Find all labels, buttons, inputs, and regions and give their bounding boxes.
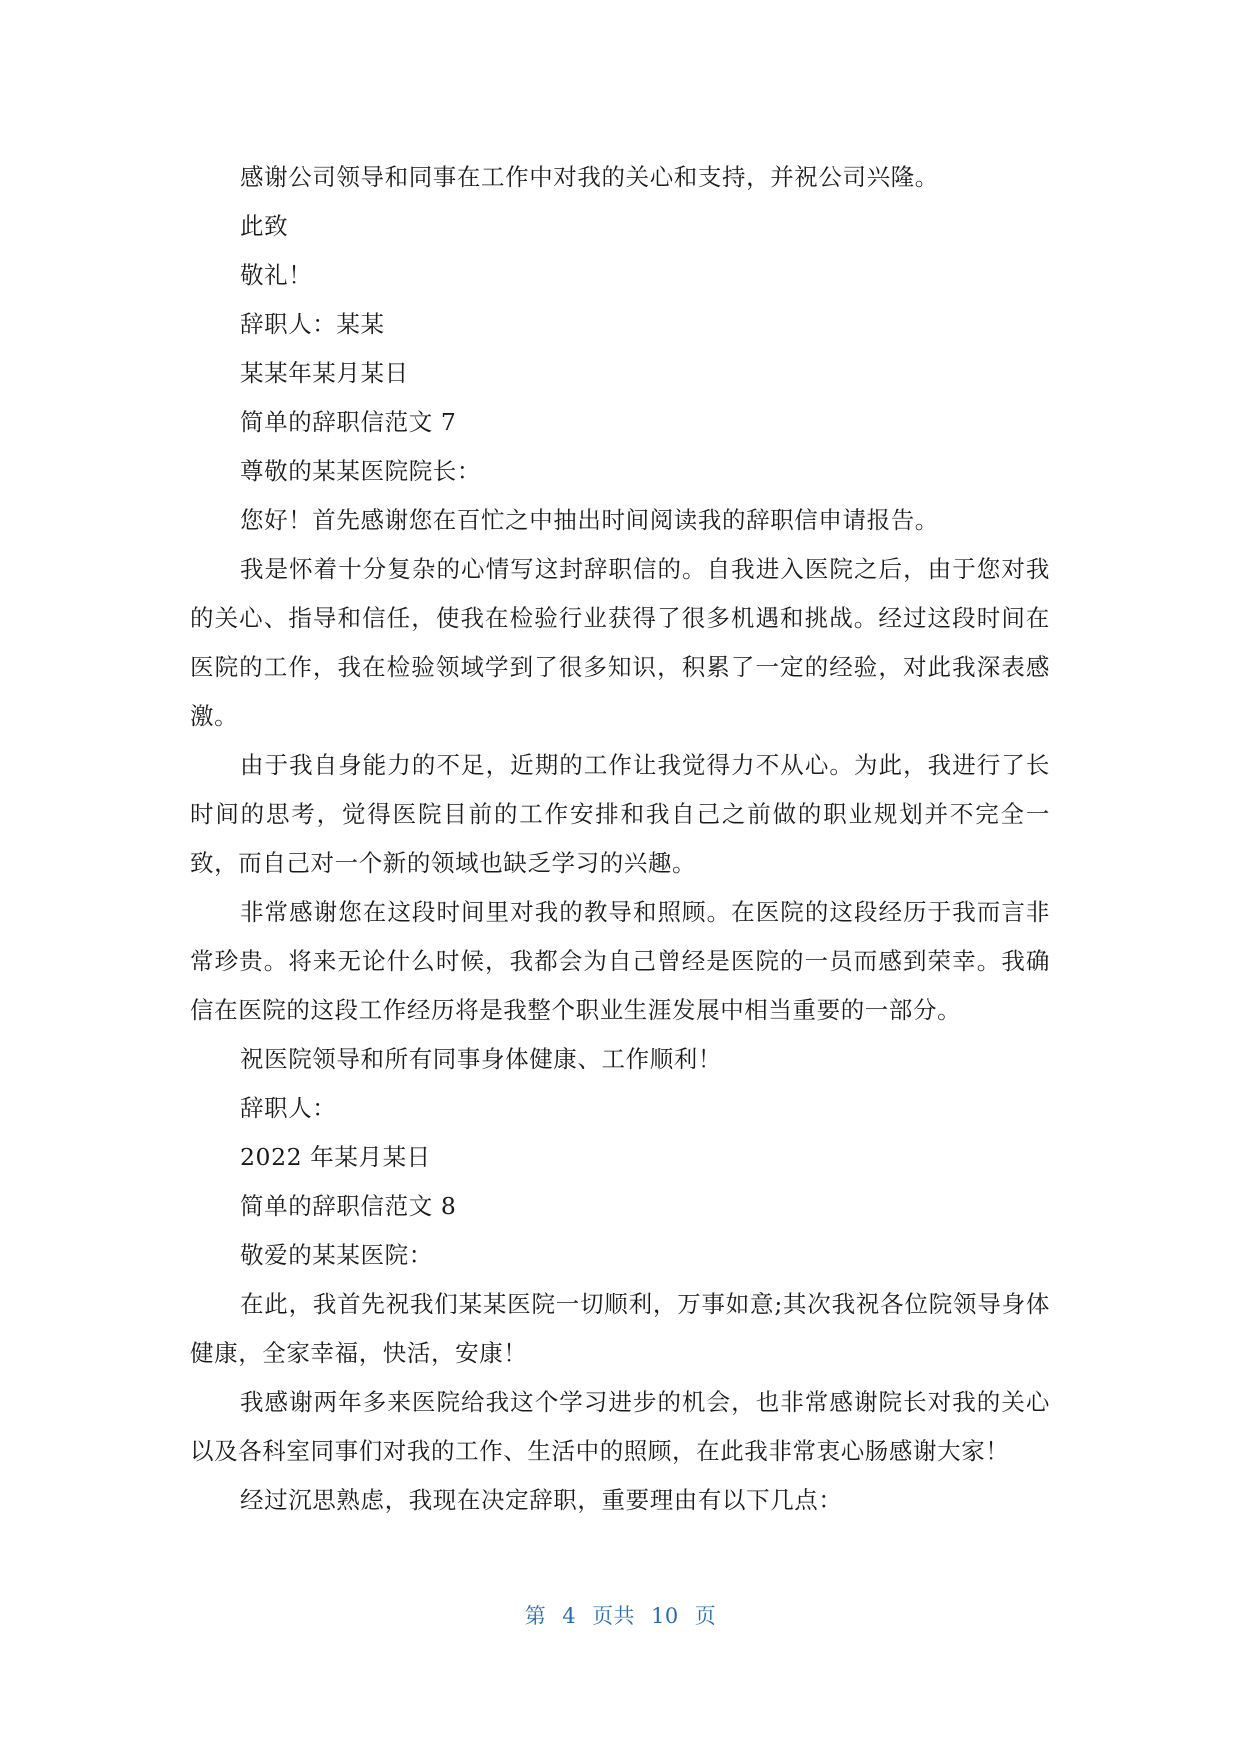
footer-middle: 页共 xyxy=(592,1604,636,1628)
text-line: 某某年某月某日 xyxy=(240,359,409,387)
text-line: 此致 xyxy=(240,212,289,240)
footer-prefix: 第 xyxy=(524,1604,547,1628)
footer-suffix: 页 xyxy=(694,1604,717,1628)
text-line: 辞职人：某某 xyxy=(240,310,385,338)
salutation: 尊敬的某某医院院长： xyxy=(240,457,481,485)
text-line: 祝医院领导和所有同事身体健康、工作顺利！ xyxy=(240,1045,722,1073)
text-line: 感谢公司领导和同事在工作中对我的关心和支持，并祝公司兴隆。 xyxy=(240,163,939,191)
current-page-number: 4 xyxy=(562,1604,577,1628)
text-line: 2022 年某月某日 xyxy=(240,1143,431,1171)
paragraph: 非常感谢您在这段时间里对我的教导和照顾。在医院的这段经历于我而言非常珍贵。将来无论什么时候，我都会为自己曾经是医院的一员而感到荣幸。我确信在医院的这段工作经历将是我整个职业生涯发展中相当重要的一部分。 xyxy=(190,898,1050,1024)
total-pages: 10 xyxy=(651,1604,679,1628)
document-body xyxy=(190,153,1050,1525)
text-line: 敬礼！ xyxy=(240,261,313,289)
text-line: 辞职人： xyxy=(240,1094,337,1122)
text-line: 经过沉思熟虑，我现在决定辞职，重要理由有以下几点： xyxy=(240,1486,843,1514)
paragraph: 由于我自身能力的不足，近期的工作让我觉得力不从心。为此，我进行了长时间的思考，觉得医院目前的工作安排和我自己之前做的职业规划并不完全一致，而自己对一个新的领域也缺乏学习的兴趣。 xyxy=(190,751,1050,877)
section-heading: 简单的辞职信范文 8 xyxy=(240,1192,457,1220)
page-footer xyxy=(0,1600,1241,1630)
text-line: 您好！首先感谢您在百忙之中抽出时间阅读我的辞职信申请报告。 xyxy=(240,506,939,534)
paragraph: 我感谢两年多来医院给我这个学习进步的机会，也非常感谢院长对我的关心以及各科室同事们对我的工作、生活中的照顾，在此我非常衷心肠感谢大家！ xyxy=(190,1388,1050,1465)
paragraph: 我是怀着十分复杂的心情写这封辞职信的。自我进入医院之后，由于您对我的关心、指导和信任，使我在检验行业获得了很多机遇和挑战。经过这段时间在医院的工作，我在检验领域学到了很多知识，积累了一定的经验，对此我深表感激。 xyxy=(190,555,1050,730)
section-heading: 简单的辞职信范文 7 xyxy=(240,408,457,436)
salutation: 敬爱的某某医院： xyxy=(240,1241,433,1269)
paragraph: 在此，我首先祝我们某某医院一切顺利，万事如意;其次我祝各位院领导身体健康，全家幸福，快活，安康！ xyxy=(190,1290,1050,1367)
